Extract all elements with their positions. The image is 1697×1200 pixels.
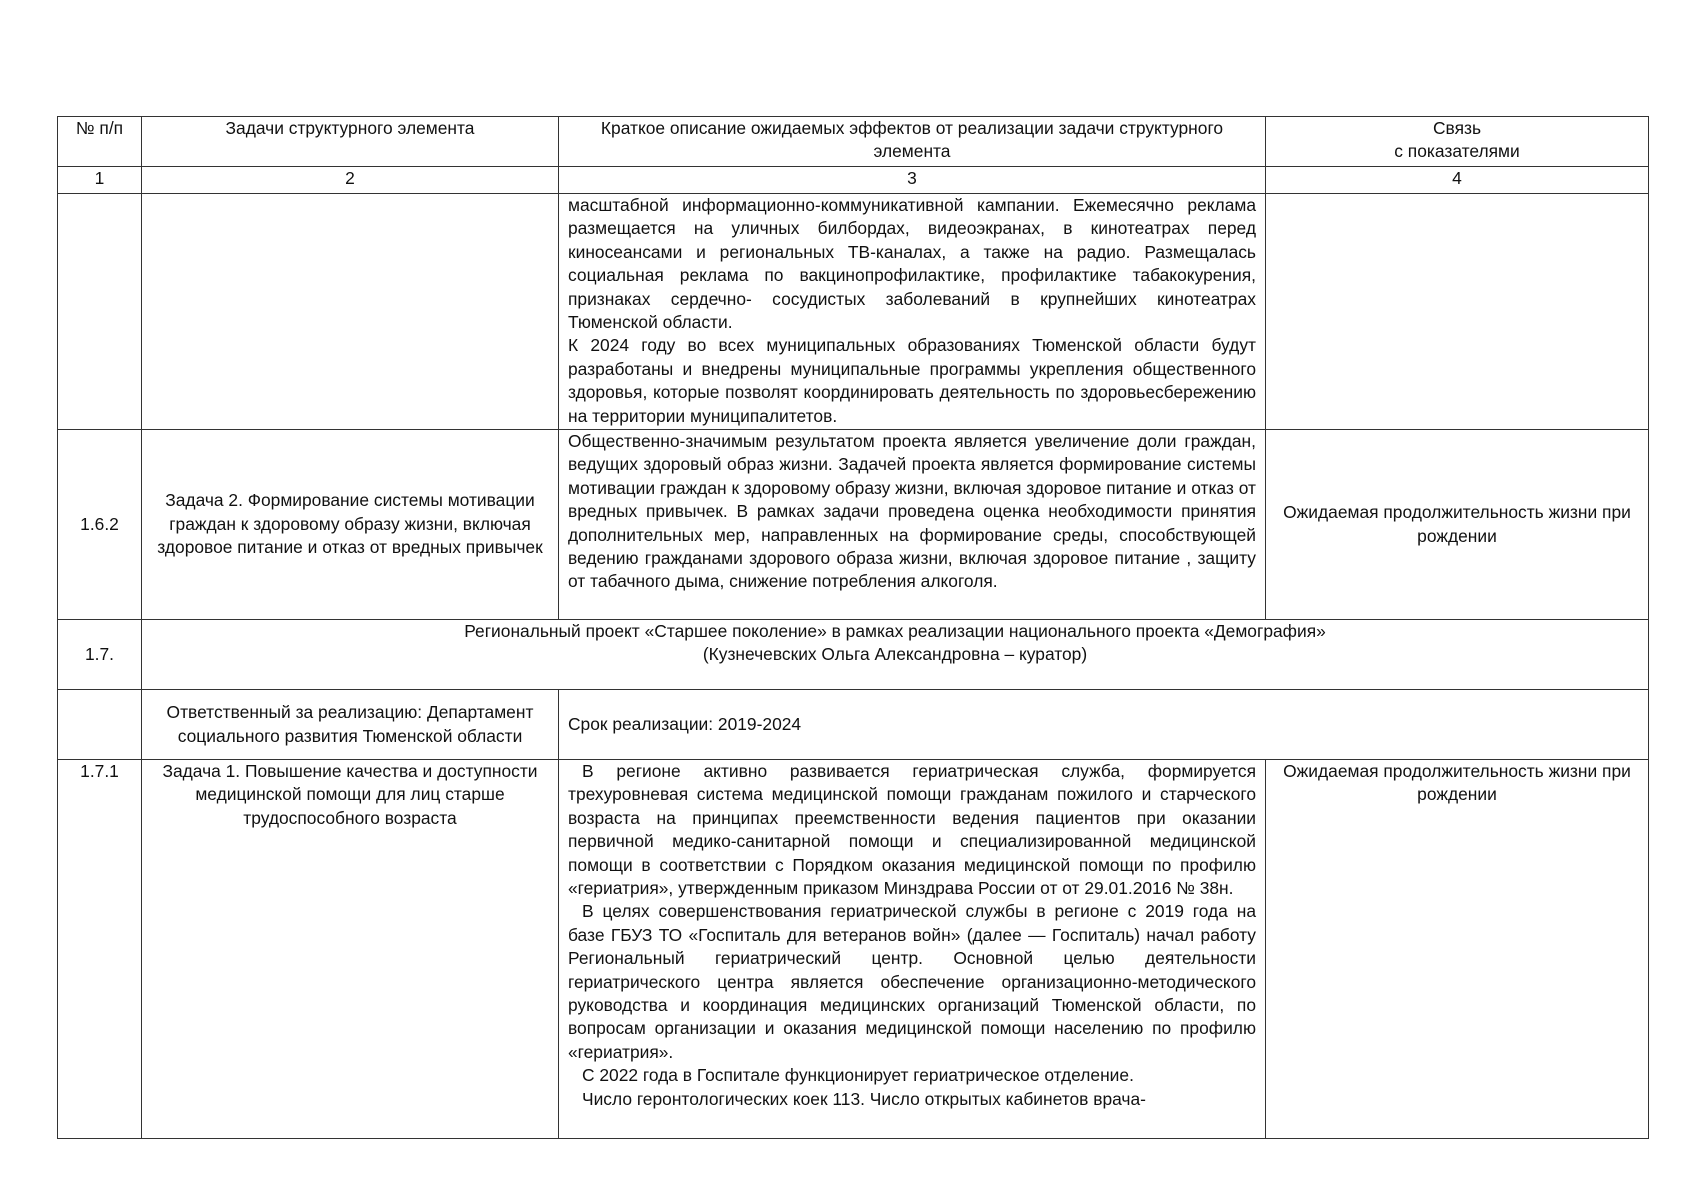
header-indicators: Связь с показателями xyxy=(1266,117,1649,167)
column-number: 3 xyxy=(559,167,1266,194)
column-number: 1 xyxy=(58,167,142,194)
table-row xyxy=(58,430,1649,620)
header-tasks: Задачи структурного элемента xyxy=(142,117,559,167)
description-cell xyxy=(559,194,1266,430)
description-text: Общественно-значимым результатом проекта является увеличение доли граждан, ведущих здоровый образ жизни. Задачей проекта является формирование системы мотивации граждан к здоровому образу жизни, включая здоровое питание и отказ от вредных привычек. В рамках задачи проведена оценка необходимости принятия дополнительных мер, направленных на формирование среды, способствующей ведению гражданами здорового образа жизни, включая здоровое питание , защиту от табачного дыма, снижение потребления алкоголя. xyxy=(559,430,1266,620)
indicator-text: Ожидаемая продолжительность жизни при рождении xyxy=(1266,430,1649,620)
column-number: 4 xyxy=(1266,167,1649,194)
table-header-row xyxy=(58,117,1649,167)
header-number: № п/п xyxy=(58,117,142,167)
description-paragraph: К 2024 году во всех муниципальных образованиях Тюменской области будут разработаны и внедрены муниципальные программы укрепления общественного здоровья, которые позволят координировать деятельность по здоровьесбережению на территории муниципалитетов. xyxy=(568,335,1256,426)
section-title: Региональный проект «Старшее поколение» в рамках реализации национального проекта «Демография» xyxy=(464,621,1326,641)
description-paragraph: Число геронтологических коек 113. Число открытых кабинетов врача- xyxy=(582,1088,1146,1109)
number-cell xyxy=(58,690,142,760)
column-number-row xyxy=(58,167,1649,194)
description-paragraph: масштабной информационно-коммуникативной кампании. Ежемесячно реклама размещается на уличных билбордах, видеоэкранах, в кинотеатрах перед киносеансами и региональных ТВ-каналах, а также на радио. Размещалась социальная реклама по вакцинопрофилактике, профилактике табакокурения, признаках сердечно- сосудистых заболеваний в крупнейших кинотеатрах Тюменской области. xyxy=(568,195,1256,333)
indicator-text: Ожидаемая продолжительность жизни при рождении xyxy=(1266,760,1649,1139)
indicator-cell xyxy=(1266,194,1649,430)
section-row xyxy=(58,620,1649,690)
description-paragraph: В целях совершенствования гериатрической службы в регионе с 2019 года на базе ГБУЗ ТО «Госпиталь для ветеранов войн» (далее — Госпиталь) начал работу Региональный гериатрический центр. Основной целью деятельности гериатрического центра является обеспечение организационно-методического руководства и координация медицинских организаций Тюменской области, по вопросам организации и оказания медицинской помощи населению по профилю «гериатрия». xyxy=(568,901,1256,1062)
section-curator: (Кузнечевских Ольга Александровна – куратор) xyxy=(702,644,1088,665)
description-paragraph: С 2022 года в Госпитале функционирует гериатрическое отделение. xyxy=(582,1065,1134,1086)
term-text: Срок реализации: 2019-2024 xyxy=(559,690,1649,760)
description-paragraph: В регионе активно развивается гериатрическая служба, формируется трехуровневая система медицинской помощи гражданам пожилого и старческого возраста на принципах преемственности ведения пациентов при оказании первичной медико-санитарной помощи и специализированной медицинской помощи в соответствии с Порядком оказания медицинской помощи по профилю «гериатрия», утвержденным приказом Минздрава России от от 29.01.2016 № 38н. xyxy=(568,761,1256,899)
task-text: Задача 2. Формирование системы мотивации граждан к здоровому образу жизни, включая здоровое питание и отказ от вредных привычек xyxy=(142,430,559,620)
responsible-row xyxy=(58,690,1649,760)
row-number: 1.7.1 xyxy=(58,760,142,1139)
row-number: 1.6.2 xyxy=(58,430,142,620)
section-title-cell xyxy=(142,620,1649,690)
description-cell xyxy=(559,760,1266,1139)
table-row xyxy=(58,760,1649,1139)
header-description: Краткое описание ожидаемых эффектов от реализации задачи структурного элемента xyxy=(559,117,1266,167)
number-cell xyxy=(58,194,142,430)
table-row xyxy=(58,194,1649,430)
task-text: Задача 1. Повышение качества и доступности медицинской помощи для лиц старше трудоспособного возраста xyxy=(142,760,559,1139)
responsible-text: Ответственный за реализацию: Департамент социального развития Тюменской области xyxy=(142,690,559,760)
task-cell xyxy=(142,194,559,430)
program-table xyxy=(57,116,1649,1139)
row-number: 1.7. xyxy=(58,620,142,690)
column-number: 2 xyxy=(142,167,559,194)
